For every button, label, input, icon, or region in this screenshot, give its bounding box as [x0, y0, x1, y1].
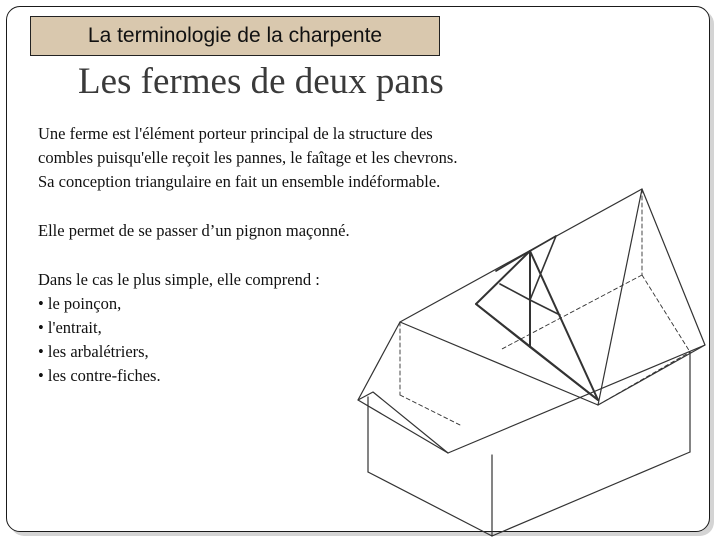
list-intro: Dans le cas le plus simple, elle comprend : [38, 270, 320, 289]
list-item-entrait: • l'entrait, [38, 318, 102, 337]
roof-truss-illustration [355, 180, 720, 540]
pignon-sentence: Elle permet de se passer d’un pignon maçonné. [38, 221, 350, 240]
page-title: Les fermes de deux pans [78, 61, 444, 102]
list-item-contre-fiches: • les contre-fiches. [38, 366, 161, 385]
intro-line-3: Sa conception triangulaire en fait un ensemble indéformable. [38, 172, 441, 191]
list-item-poincon: • le poinçon, [38, 294, 122, 313]
intro-line-1: Une ferme est l'élément porteur principal de la structure des [38, 124, 433, 143]
list-item-arbaletriers: • les arbalétriers, [38, 342, 149, 361]
header-tab: La terminologie de la charpente [30, 16, 440, 56]
intro-line-2: combles puisqu'elle reçoit les pannes, le faîtage et les chevrons. [38, 148, 458, 167]
